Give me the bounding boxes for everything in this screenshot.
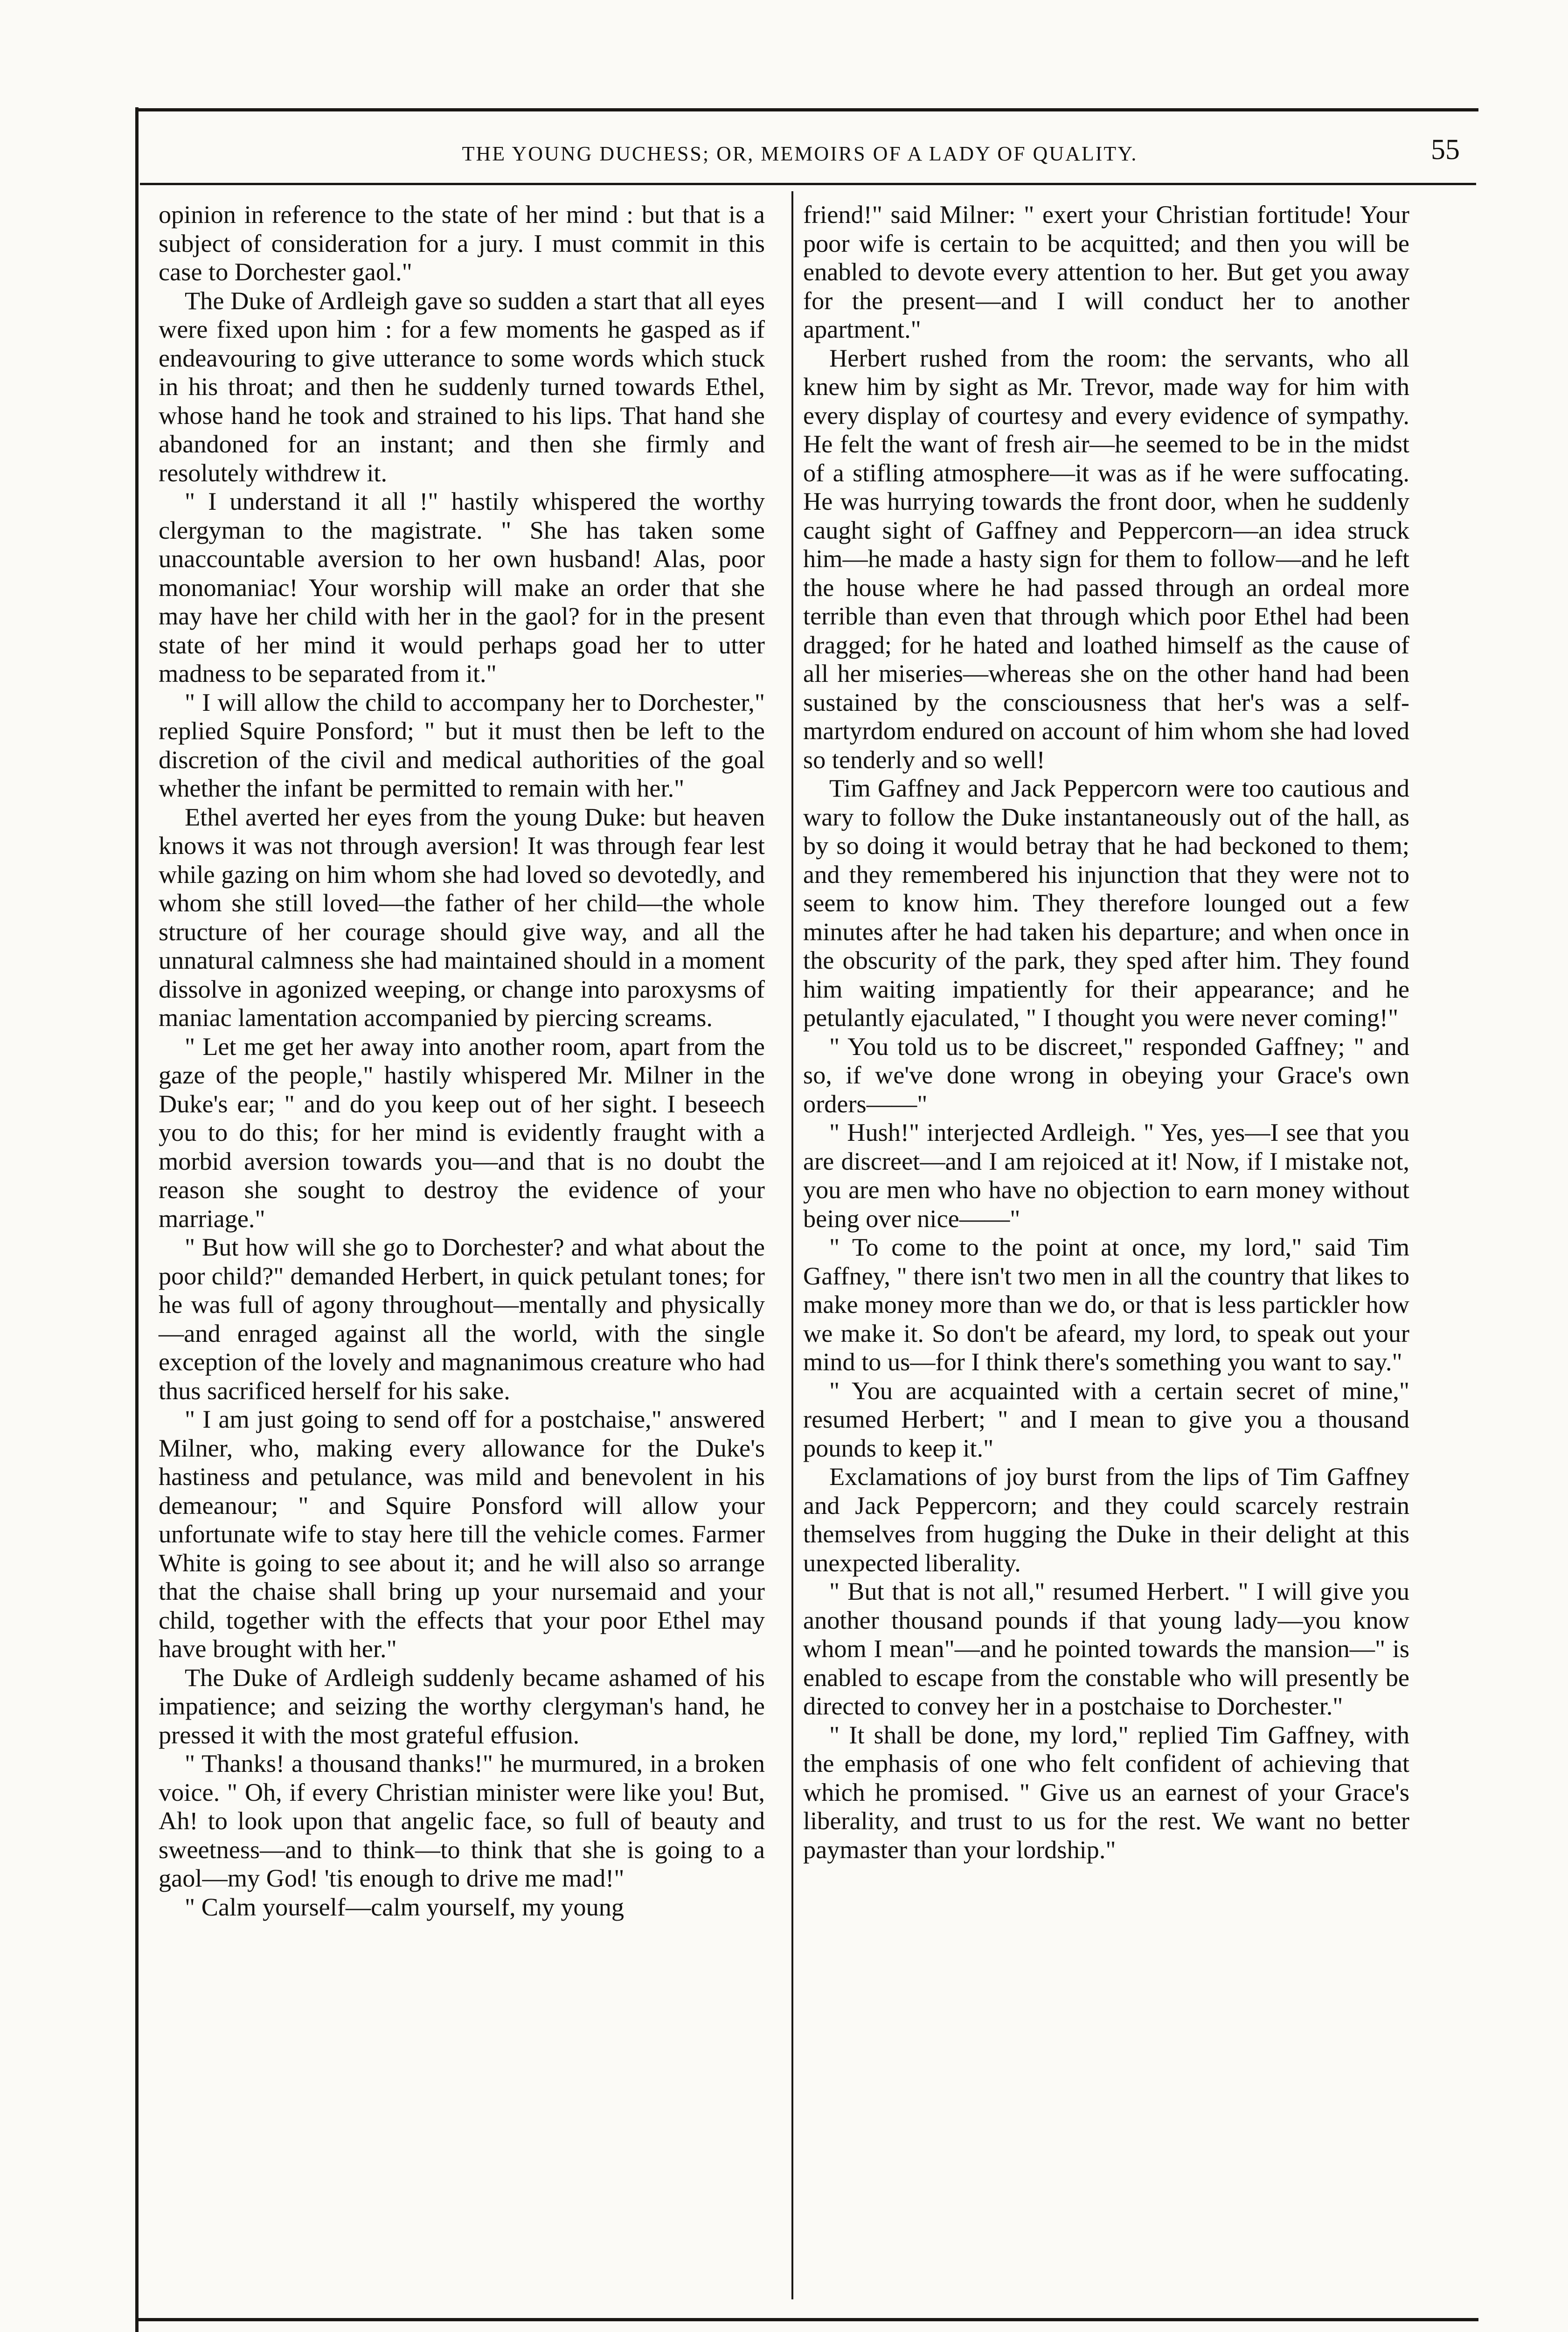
paragraph: " Let me get her away into another room, apart from the gaze of the people," hastily whispered Mr. Milner in the Duke's ear; " and do you keep out of her sight. I beseech you to do this; for her mind is evidently fraught with a morbid aversion towards you—and that is no doubt the reason she sought to destroy the evidence of your marriage." xyxy=(159,1032,765,1233)
paragraph: friend!" said Milner: " exert your Christian fortitude! Your poor wife is certain to be acquitted; and then you will be enabled to devote every attention to her. But get you away for the present—and I will conduct her to another apartment." xyxy=(803,201,1409,343)
paragraph: The Duke of Ardleigh suddenly became ashamed of his impatience; and seizing the worthy clergyman's hand, he pressed it with the most grateful effusion. xyxy=(159,1663,765,1749)
paragraph: " Calm yourself—calm yourself, my young xyxy=(185,1893,624,1921)
paragraph: Herbert rushed from the room: the servants, who all knew him by sight as Mr. Trevor, made way for him with every display of courtesy and every evidence of sympathy. He felt the want of fresh air—he seemed to be in the midst of a stifling atmosphere—it was as if he were suffocating. He was hurrying towards the front door, when he suddenly caught sight of Gaffney and Peppercorn—an idea struck him—he made a hasty sign for them to follow—and he left the house where he had passed through an ordeal more terrible than even that through which poor Ethel had been dragged; for he hated and loathed himself as the cause of all her miseries—whereas she on the other hand had been sustained by the consciousness that her's was a self-martyrdom endured on account of him whom she had loved so tenderly and so well! xyxy=(803,344,1409,774)
paragraph: The Duke of Ardleigh gave so sudden a start that all eyes were fixed upon him : for a few moments he gasped as if endeavouring to give utterance to some words which stuck in his throat; and then he suddenly turned towards Ethel, whose hand he took and strained to his lips. That hand she abandoned for an instant; and then she firmly and resolutely withdrew it. xyxy=(159,286,765,487)
paragraph: " You told us to be discreet," responded Gaffney; " and so, if we've done wrong in obeying your Grace's own orders——" xyxy=(803,1032,1409,1118)
page-number: 55 xyxy=(1431,134,1460,166)
paragraph: " You are acquainted with a certain secret of mine," resumed Herbert; " and I mean to give you a thousand pounds to keep it." xyxy=(803,1376,1409,1462)
paragraph: " I understand it all !" hastily whispered the worthy clergyman to the magistrate. " She has taken some unaccountable aversion to her own husband! Alas, poor monomaniac! Your worship will make an order that she may have her child with her in the gaol? for in the present state of her mind it would perhaps goad her to utter madness to be separated from it." xyxy=(159,487,765,687)
paragraph: " I will allow the child to accompany her to Dorchester," replied Squire Ponsford; " but it must then be left to the discretion of the civil and medical authorities of the goal whether the infant be permitted to remain with her." xyxy=(159,688,765,802)
paragraph: Exclamations of joy burst from the lips of Tim Gaffney and Jack Peppercorn; and they could scarcely restrain themselves from hugging the Duke in their delight at this unexpected liberality. xyxy=(803,1463,1409,1577)
paragraph: " But how will she go to Dorchester? and what about the poor child?" demanded Herbert, in quick petulant tones; for he was full of agony throughout—mentally and physically—and enraged against all the world, with the single exception of the lovely and magnanimous creature who had thus sacrificed herself for his sake. xyxy=(159,1233,765,1405)
paragraph: " But that is not all," resumed Herbert. " I will give you another thousand pounds if that young lady—you know whom I mean"—and he pointed towards the mansion—" is enabled to escape from the constable who will presently be directed to convey her in a postchaise to Dorchester." xyxy=(803,1577,1409,1720)
right-column xyxy=(803,201,1409,1864)
bottom-rule xyxy=(135,2318,1478,2321)
page-header xyxy=(140,131,1460,182)
running-title: THE YOUNG DUCHESS; OR, MEMOIRS OF A LADY OF QUALITY. xyxy=(462,142,1138,165)
paragraph: " It shall be done, my lord," replied Tim Gaffney, with the emphasis of one who felt confident of achieving that which he promised. " Give us an earnest of your Grace's liberality, and trust to us for the rest. We want no better paymaster than your lordship." xyxy=(803,1721,1409,1864)
paragraph: " Hush!" interjected Ardleigh. " Yes, yes—I see that you are discreet—and I am rejoiced at it! Now, if I mistake not, you are men who have no objection to earn money without being over nice——" xyxy=(803,1118,1409,1233)
header-rule xyxy=(140,183,1476,185)
paragraph: opinion in reference to the state of her mind : but that is a subject of consideration for a jury. I must commit in this case to Dorchester gaol." xyxy=(159,201,765,286)
paragraph: " I am just going to send off for a postchaise," answered Milner, who, making every allowance for the Duke's hastiness and petulance, was mild and benevolent in his demeanour; " and Squire Ponsford will allow your unfortunate wife to stay here till the vehicle comes. Farmer White is going to see about it; and he will also so arrange that the chaise shall bring up your nursemaid and your child, together with the effects that your poor Ethel may have brought with her." xyxy=(159,1405,765,1663)
top-rule xyxy=(135,108,1478,111)
left-column xyxy=(159,201,765,1922)
paragraph: " Thanks! a thousand thanks!" he murmured, in a broken voice. " Oh, if every Christian minister were like you! But, Ah! to look upon that angelic face, so full of beauty and sweetness—and to think—to think that she is going to a gaol—my God! 'tis enough to drive me mad!" xyxy=(159,1749,765,1892)
paragraph: " To come to the point at once, my lord," said Tim Gaffney, " there isn't two men in all the country that likes to make money more than we do, or that is less partickler how we make it. So don't be afeard, my lord, to speak out your mind to us—for I think there's something you want to say." xyxy=(803,1233,1409,1376)
paragraph: Ethel averted her eyes from the young Duke: but heaven knows it was not through aversion! It was through fear lest while gazing on him whom she had loved so devotedly, and whom she still loved—the father of her child—the whole structure of her courage should give way, and all the unnatural calmness she had maintained should in a moment dissolve in agonized weeping, or change into paroxysms of maniac lamentation accompanied by piercing screams. xyxy=(159,803,765,1032)
column-divider xyxy=(791,191,793,2299)
paragraph: Tim Gaffney and Jack Peppercorn were too cautious and wary to follow the Duke instantaneously out of the hall, as by so doing it would betray that he had beckoned to them; and they remembered his injunction that they were not to seem to know him. They therefore lounged out a few minutes after he had taken his departure; and when once in the obscurity of the park, they sped after him. They found him waiting impatiently for their appearance; and he petulantly ejaculated, " I thought you were never coming!" xyxy=(803,774,1409,1032)
